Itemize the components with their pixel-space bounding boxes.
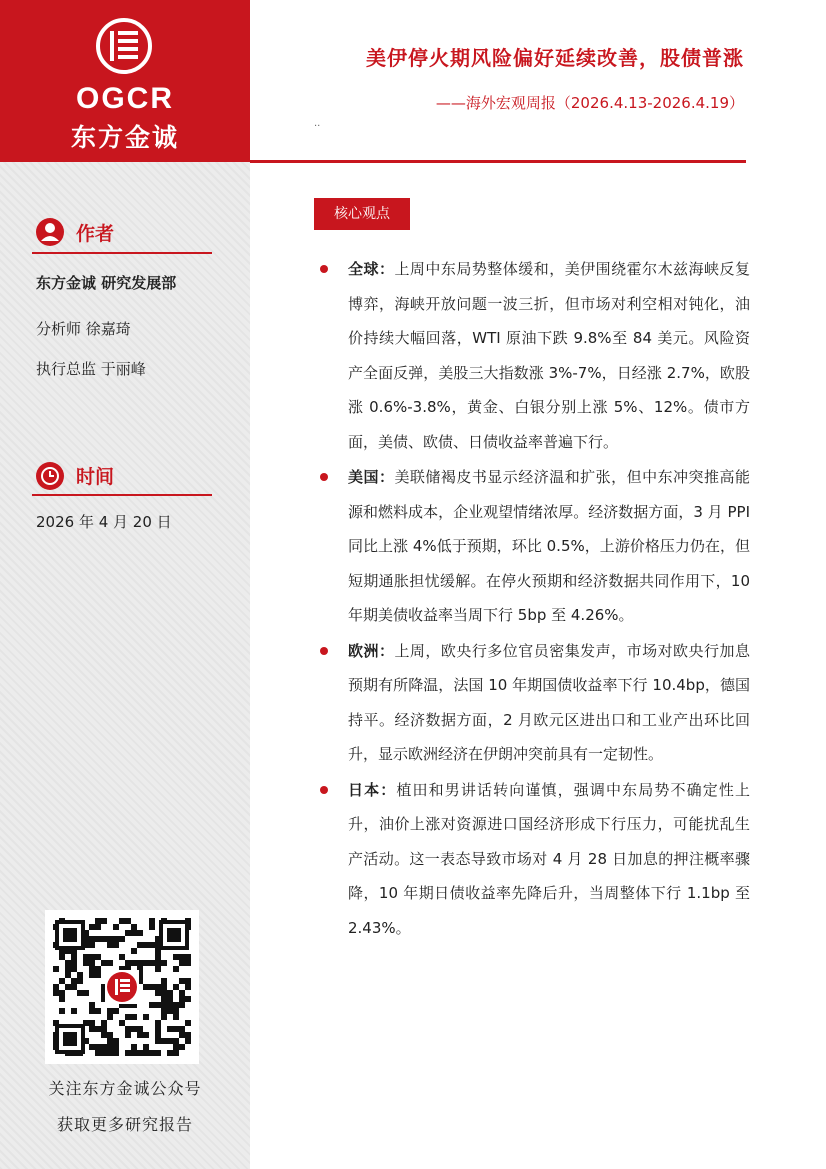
point-label: 全球： [348,260,395,278]
logo-block [0,0,250,162]
report-date: 2026 年 4 月 20 日 [36,513,172,531]
point-label: 美国： [348,468,395,486]
follow-text: 关注东方金诚公众号 [48,1079,202,1098]
point-text: 植田和男讲话转向谨慎，强调中东局势不确定性上升，油价上涨对资源进口国经济形成下行压力，可能扰乱生产活动。这一表态导致市场对 4 月 28 日加息的押注概率骤降，10 年期日债收益率先降后升，当周整体下行 1.1bp 至 2.43%。 [348,780,750,937]
point-label: 日本： [348,780,397,799]
point-text: 美联储褐皮书显示经济温和扩张，但中东冲突推高能源和燃料成本，企业观望情绪浓厚。经济数据方面，3 月 PPI 同比上涨 4%低于预期，环比 0.5%，上游价格压力仍在，但短期通胀担忧缓解。在停火预期和经济数据共同作用下，10 年期美债收益率当周下行 5bp 至 4.26%。 [348,468,750,624]
report-title: 美伊停火期风险偏好延续改善，股债普涨 [366,46,744,70]
point-text: 上周中东局势整体缓和，美伊围绕霍尔木兹海峡反复博弈，海峡开放问题一波三折，但市场对利空相对钝化，油价持续大幅回落，WTI 原油下跌 9.8%至 84 美元。风险资产全面反弹，美股三大指数涨 3%-7%，日经涨 2.7%，欧股涨 0.6%-3.8%，黄金、白银分别上涨 5%、12%。债市方面，美债、欧债、日债收益率普遍下行。 [348,260,750,451]
time-heading: 时间 [76,466,115,488]
clock-icon [36,462,64,490]
more-reports-text: 获取更多研究报告 [56,1115,193,1134]
time-divider [32,494,212,496]
core-points [320,252,750,945]
author-divider [32,252,212,254]
qr-code [45,910,199,1064]
sidebar [0,0,250,1169]
bullet-icon [320,647,328,655]
analyst-name: 分析师 徐嘉琦 [36,320,131,338]
point-text: 上周，欧央行多位官员密集发声，市场对欧央行加息预期有所降温，法国 10 年期国债收益率下行 10.4bp，德国持平。经济数据方面，2 月欧元区进出口和工业产出环比回升，显示欧洲经济在伊朗冲突前具有一定韧性。 [348,641,750,763]
brand-name-cn: 东方金诚 [70,123,179,152]
ogcr-logo-icon [96,18,152,74]
bullet-icon [320,786,328,794]
point-japan [320,773,750,946]
header-divider [250,160,746,163]
point-global [320,252,750,459]
point-europe [320,634,750,772]
brand-name-en: OGCR [76,82,174,115]
bullet-icon [320,473,328,481]
qr-code-icon [53,918,191,1056]
author-heading: 作者 [76,223,115,245]
bullet-icon [320,265,328,273]
header-dots: .. [314,118,321,129]
person-icon [36,218,64,246]
core-view-tag: 核心观点 [314,198,410,230]
org-name: 东方金诚 研究发展部 [36,274,177,292]
report-subtitle: ——海外宏观周报（2026.4.13-2026.4.19） [435,94,744,112]
point-us [320,460,750,633]
point-label: 欧洲： [348,641,395,660]
director-name: 执行总监 于丽峰 [36,360,146,378]
